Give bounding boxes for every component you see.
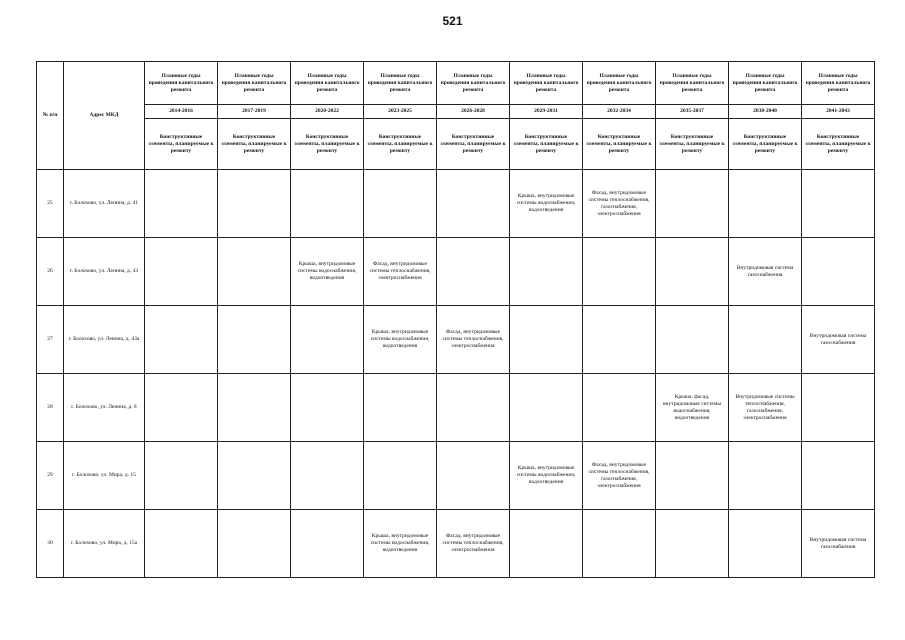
- col-header-group: Плановые годы проведения капитального ремонта: [218, 62, 291, 105]
- repair-cell: [437, 374, 510, 442]
- table-row: [37, 238, 875, 306]
- repair-cell: [145, 170, 218, 238]
- row-address: г. Болохово, ул. Ленина, д. 43: [64, 238, 145, 306]
- repair-cell: Крыша, внутридомовые системы водоснабжения, водоотведения: [510, 442, 583, 510]
- col-header-group: Плановые годы проведения капитального ремонта: [510, 62, 583, 105]
- col-header-group: Плановые годы проведения капитального ремонта: [364, 62, 437, 105]
- col-header-period: 2038-2040: [729, 105, 802, 119]
- col-header-period: 2032-2034: [583, 105, 656, 119]
- col-header-group: Плановые годы проведения капитального ремонта: [583, 62, 656, 105]
- col-header-group: Плановые годы проведения капитального ремонта: [291, 62, 364, 105]
- col-header-elements: Конструктивные элементы, планируемые к ремонту: [583, 119, 656, 170]
- col-header-period: 2029-2031: [510, 105, 583, 119]
- repair-cell: [218, 442, 291, 510]
- repair-cell: [729, 170, 802, 238]
- repair-cell: [583, 374, 656, 442]
- repair-cell: [510, 510, 583, 578]
- repair-cell: Внутридомовая система газоснабжения: [802, 510, 875, 578]
- col-header-group: Плановые годы проведения капитального ремонта: [656, 62, 729, 105]
- repair-cell: Фасад, внутридомовые системы теплоснабжения, электроснабжения: [364, 238, 437, 306]
- table-row: [37, 306, 875, 374]
- row-address: г. Болохово, ул. Ленина, д. 43а: [64, 306, 145, 374]
- repair-cell: [145, 374, 218, 442]
- row-number: 28: [37, 374, 64, 442]
- header-row-elements: [37, 119, 875, 170]
- repair-cell: [218, 510, 291, 578]
- col-header-group: Плановые годы проведения капитального ремонта: [802, 62, 875, 105]
- repair-cell: [583, 510, 656, 578]
- col-header-period: 2041-2043: [802, 105, 875, 119]
- repair-cell: Крыша, внутридомовые системы водоснабжения, водоотведения: [364, 510, 437, 578]
- col-header-period: 2017-2019: [218, 105, 291, 119]
- repair-cell: Внутридомовая система газоснабжения: [802, 306, 875, 374]
- col-header-elements: Конструктивные элементы, планируемые к ремонту: [145, 119, 218, 170]
- repair-cell: Внутридомовые системы теплоснабжения, газоснабжения, электроснабжения: [729, 374, 802, 442]
- col-header-address: Адрес МКД: [64, 62, 145, 170]
- repair-cell: Фасад, внутридомовые системы теплоснабжения, электроснабжения: [437, 510, 510, 578]
- col-header-period: 2023-2025: [364, 105, 437, 119]
- repair-cell: Внутридомовая система газоснабжения: [729, 238, 802, 306]
- repair-cell: [656, 238, 729, 306]
- col-header-elements: Конструктивные элементы, планируемые к ремонту: [656, 119, 729, 170]
- repair-cell: [510, 306, 583, 374]
- repair-cell: Фасад, внутридомовые системы теплоснабжения, электроснабжения: [437, 306, 510, 374]
- col-header-elements: Конструктивные элементы, планируемые к ремонту: [218, 119, 291, 170]
- repair-cell: [145, 510, 218, 578]
- repair-cell: [656, 170, 729, 238]
- table-row: [37, 170, 875, 238]
- col-header-elements: Конструктивные элементы, планируемые к ремонту: [802, 119, 875, 170]
- col-header-elements: Конструктивные элементы, планируемые к ремонту: [364, 119, 437, 170]
- table-row: [37, 510, 875, 578]
- repair-cell: Фасад, внутридомовые системы теплоснабжения, газоснабжения, электроснабжения: [583, 170, 656, 238]
- repair-cell: [729, 306, 802, 374]
- repair-cell: Крыша, внутридомовые системы водоснабжения, водоотведения: [291, 238, 364, 306]
- table-row: [37, 374, 875, 442]
- row-number: 29: [37, 442, 64, 510]
- col-header-elements: Конструктивные элементы, планируемые к ремонту: [729, 119, 802, 170]
- repair-cell: [218, 238, 291, 306]
- repair-cell: [291, 374, 364, 442]
- repair-cell: Крыша, внутридомовые системы водоснабжения, водоотведения: [364, 306, 437, 374]
- repair-cell: [583, 238, 656, 306]
- repair-cell: [437, 442, 510, 510]
- table-row: [37, 442, 875, 510]
- repair-schedule-table: [36, 61, 875, 578]
- row-address: г. Болохово, ул. Ленина, д. 8: [64, 374, 145, 442]
- col-header-number: № п/п: [37, 62, 64, 170]
- repair-cell: [656, 510, 729, 578]
- repair-cell: [437, 170, 510, 238]
- repair-cell: [729, 510, 802, 578]
- col-header-period: 2020-2022: [291, 105, 364, 119]
- table-body: [37, 62, 875, 578]
- row-number: 26: [37, 238, 64, 306]
- row-address: г. Болохово, ул. Мира, д. 15а: [64, 510, 145, 578]
- repair-cell: [145, 306, 218, 374]
- repair-cell: [510, 374, 583, 442]
- repair-cell: Крыша, внутридомовые системы водоснабжения, водоотведения: [510, 170, 583, 238]
- repair-cell: [656, 442, 729, 510]
- repair-cell: [583, 306, 656, 374]
- page-number: 521: [442, 14, 463, 28]
- col-header-elements: Конструктивные элементы, планируемые к ремонту: [510, 119, 583, 170]
- repair-cell: [291, 510, 364, 578]
- repair-cell: [802, 374, 875, 442]
- col-header-period: 2026-2028: [437, 105, 510, 119]
- repair-cell: [291, 442, 364, 510]
- repair-cell: [145, 442, 218, 510]
- row-address: г. Болохово, ул. Мира, д. 15: [64, 442, 145, 510]
- repair-cell: [802, 238, 875, 306]
- repair-cell: [145, 238, 218, 306]
- repair-cell: [802, 442, 875, 510]
- row-number: 25: [37, 170, 64, 238]
- repair-cell: [656, 306, 729, 374]
- col-header-period: 2035-2037: [656, 105, 729, 119]
- repair-cell: [218, 306, 291, 374]
- repair-cell: [729, 442, 802, 510]
- row-number: 27: [37, 306, 64, 374]
- repair-cell: [218, 374, 291, 442]
- col-header-elements: Конструктивные элементы, планируемые к ремонту: [437, 119, 510, 170]
- repair-cell: [364, 374, 437, 442]
- repair-cell: [291, 170, 364, 238]
- repair-cell: [437, 238, 510, 306]
- row-number: 30: [37, 510, 64, 578]
- repair-cell: [291, 306, 364, 374]
- row-address: г. Болохово, ул. Ленина, д. 41: [64, 170, 145, 238]
- repair-cell: Фасад, внутридомовые системы теплоснабжения, газоснабжения, электроснабжения: [583, 442, 656, 510]
- repair-cell: [218, 170, 291, 238]
- col-header-group: Плановые годы проведения капитального ремонта: [729, 62, 802, 105]
- repair-cell: Крыша, фасад, внутридомовые системы водоснабжения, водоотведения: [656, 374, 729, 442]
- col-header-period: 2014-2016: [145, 105, 218, 119]
- repair-cell: [510, 238, 583, 306]
- repair-cell: [364, 170, 437, 238]
- header-row-group: [37, 62, 875, 105]
- repair-cell: [802, 170, 875, 238]
- header-row-periods: [37, 105, 875, 119]
- col-header-group: Плановые годы проведения капитального ремонта: [145, 62, 218, 105]
- col-header-elements: Конструктивные элементы, планируемые к ремонту: [291, 119, 364, 170]
- repair-cell: [364, 442, 437, 510]
- col-header-group: Плановые годы проведения капитального ремонта: [437, 62, 510, 105]
